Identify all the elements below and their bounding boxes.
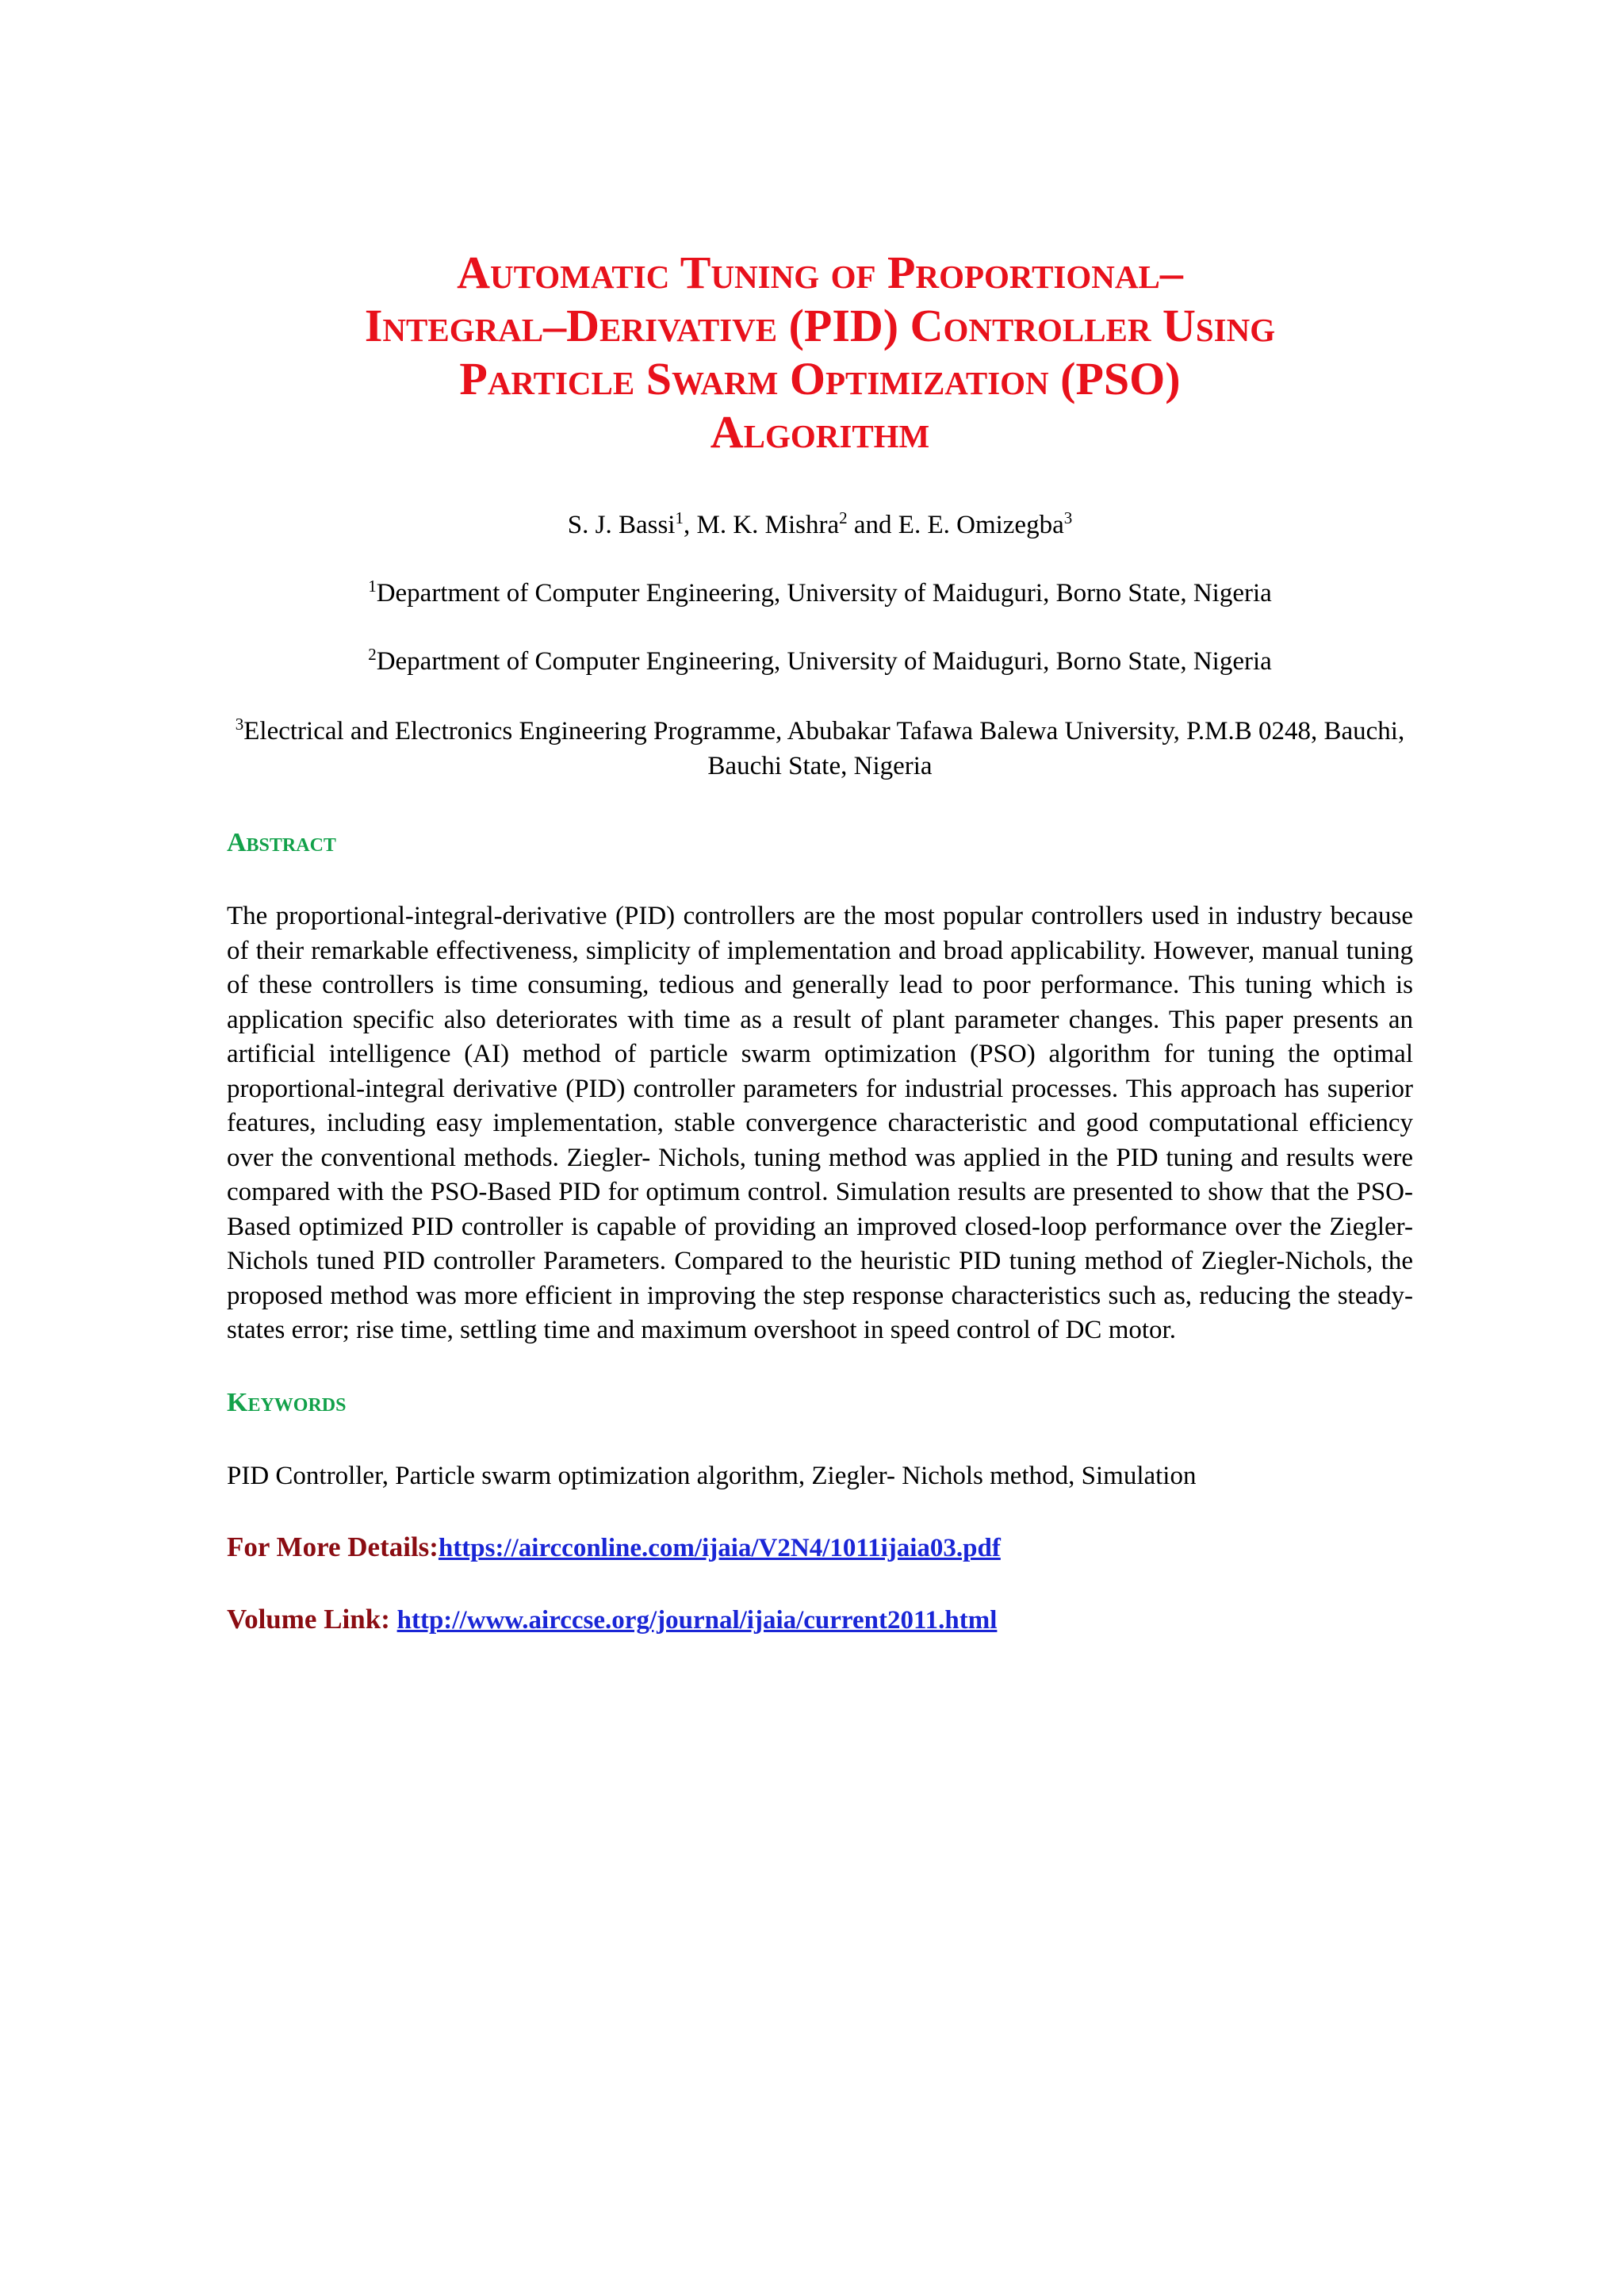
paper-title [227,246,1413,458]
title-line-1: Automatic Tuning of Proportional– [457,247,1183,298]
title-line-4: Algorithm [710,406,930,458]
details-label: For More Details: [227,1531,439,1562]
affiliation-2-text: Department of Computer Engineering, University of Maiduguri, Borno State, Nigeria [376,647,1272,676]
keywords-heading: Keywords [227,1387,347,1417]
paper-page [227,246,1413,1638]
author-2: , M. K. Mishra [683,511,840,539]
keywords-text: PID Controller, Particle swarm optimization algorithm, Ziegler- Nichols method, Simulation [227,1461,1197,1490]
abstract-text: The proportional-integral-derivative (PID) controllers are the most popular controllers used in industry because of their remarkable effectiveness, simplicity of implementation and broad applicability. However, manual tuning of these controllers is time consuming, tedious and generally lead to poor performance. This tuning which is application specific also deteriorates with time as a result of plant parameter changes. This paper presents an artificial intelligence (AI) method of particle swarm optimization (PSO) algorithm for tuning the optimal proportional-integral derivative (PID) controller parameters for industrial processes. This approach has superior features, including easy implementation, stable convergence characteristic and good computational efficiency over the conventional methods. Ziegler- Nichols, tuning method was applied in the PID tuning and results were compared with the PSO-Based PID for optimum control. Simulation results are presented to show that the PSO-Based optimized PID controller is capable of providing an improved closed-loop performance over the Ziegler- Nichols tuned PID controller Parameters. Compared to the heuristic PID tuning method of Ziegler-Nichols, the proposed method was more efficient in improving the step response characteristics such as, reducing the steady-states error; rise time, settling time and maximum overshoot in speed control of DC motor. [227,902,1413,1344]
author-1: S. J. Bassi [567,511,676,539]
affiliation-3 [227,714,1413,784]
affiliation-1-text: Department of Computer Engineering, University of Maiduguri, Borno State, Nigeria [376,579,1272,608]
abstract-heading: Abstract [227,828,336,857]
affiliation-3-mark: 3 [235,715,244,734]
volume-link[interactable]: http://www.airccse.org/journal/ijaia/current2011.html [396,1605,998,1635]
author-2-affil-mark: 2 [839,508,848,527]
affiliation-1 [227,576,1413,611]
affiliation-2-mark: 2 [368,645,377,664]
affiliation-3-text: Electrical and Electronics Engineering Programme, Abubakar Tafawa Balewa University, P.M.B 0248, Bauchi, Bauchi State, Nigeria [243,717,1405,780]
affiliation-1-mark: 1 [368,577,377,596]
details-link-row [227,1530,1413,1566]
author-1-affil-mark: 1 [675,508,684,527]
volume-label: Volume Link: [227,1603,397,1635]
affiliation-2 [227,644,1413,679]
volume-link-row [227,1602,1413,1638]
title-line-3: Particle Swarm Optimization (PSO) [459,353,1181,404]
author-list [227,509,1413,541]
details-link[interactable]: https://aircconline.com/ijaia/V2N4/1011ijaia03.pdf [438,1533,1001,1562]
author-3-affil-mark: 3 [1063,508,1073,527]
author-3: and E. E. Omizegba [847,511,1064,539]
title-line-2: Integral–Derivative (PID) Controller Using [364,300,1276,351]
